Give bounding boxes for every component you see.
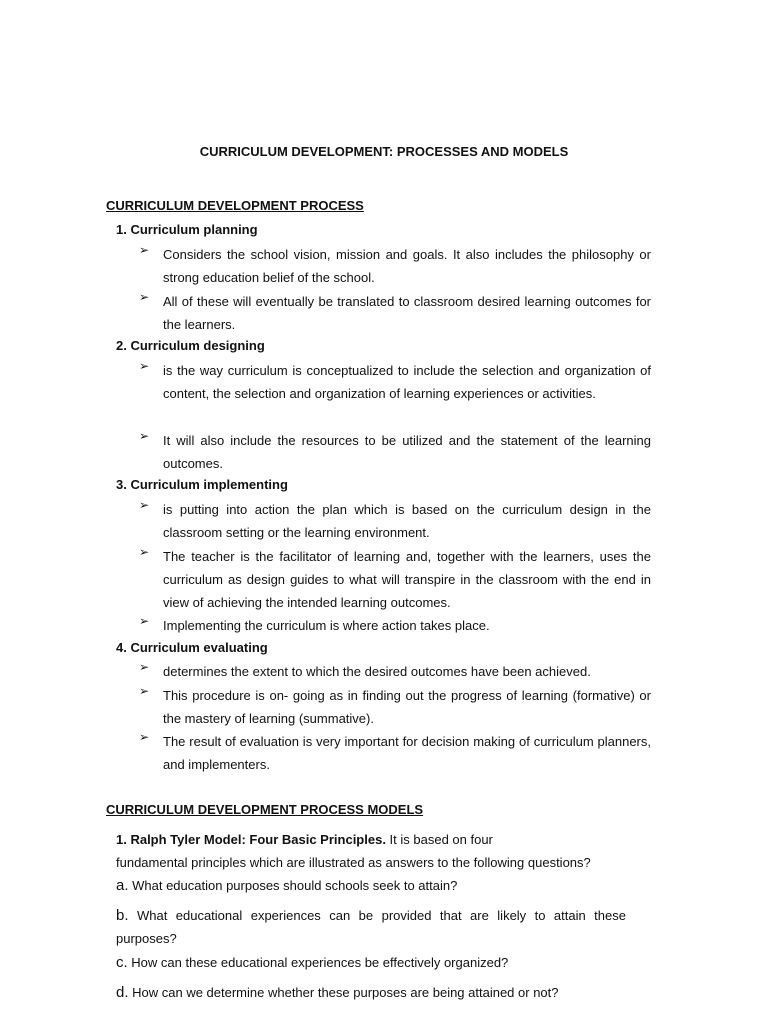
bullet-text: The result of evaluation is very important for decision making of curriculum planners, and implementers. bbox=[163, 734, 651, 772]
bullet-text: is putting into action the plan which is based on the curriculum design in the classroom setting or the learning environment. bbox=[163, 502, 651, 540]
step-curriculum-implementing: 3. Curriculum implementing bbox=[116, 477, 288, 492]
document-title: CURRICULUM DEVELOPMENT: PROCESSES AND MODELS bbox=[199, 144, 569, 159]
arrowhead-bullet-icon: ➢ bbox=[139, 684, 150, 698]
list-item bbox=[139, 684, 651, 730]
model-title: 1. Ralph Tyler Model: Four Basic Principles. bbox=[116, 832, 386, 847]
bullet-text: This procedure is on- going as in finding out the progress of learning (formative) or the mastery of learning (summative). bbox=[163, 688, 651, 726]
model-intro-line2: fundamental principles which are illustrated as answers to the following questions? bbox=[116, 855, 591, 870]
model-intro-text: It is based on four bbox=[385, 832, 493, 847]
arrowhead-bullet-icon: ➢ bbox=[139, 545, 150, 559]
section-heading-process: CURRICULUM DEVELOPMENT PROCESS bbox=[106, 198, 364, 213]
list-item bbox=[139, 290, 651, 336]
question-text: What educational experiences can be provided that are likely to attain these purposes? bbox=[116, 908, 626, 946]
list-item bbox=[139, 429, 651, 475]
question-letter: a. bbox=[116, 877, 129, 894]
list-item bbox=[139, 498, 651, 544]
model-intro bbox=[116, 828, 586, 851]
bullet-text: It will also include the resources to be utilized and the statement of the learning outcomes. bbox=[163, 433, 651, 471]
step-curriculum-designing: 2. Curriculum designing bbox=[116, 338, 265, 353]
question-a bbox=[116, 874, 626, 897]
question-letter: c. bbox=[116, 954, 128, 971]
list-item bbox=[139, 243, 651, 289]
question-letter: d. bbox=[116, 984, 129, 1001]
question-text: How can we determine whether these purposes are being attained or not? bbox=[128, 985, 559, 1000]
bullet-text: is the way curriculum is conceptualized to include the selection and organization of content, the selection and organization of learning experiences or activities. bbox=[163, 363, 651, 401]
bullet-text: All of these will eventually be translated to classroom desired learning outcomes for the learners. bbox=[163, 294, 651, 332]
question-text: How can these educational experiences be effectively organized? bbox=[127, 955, 509, 970]
arrowhead-bullet-icon: ➢ bbox=[139, 660, 150, 674]
list-item bbox=[139, 614, 651, 637]
bullet-text: Considers the school vision, mission and goals. It also includes the philosophy or strong education belief of the school. bbox=[163, 247, 651, 285]
step-curriculum-planning: 1. Curriculum planning bbox=[116, 222, 258, 237]
question-text: What education purposes should schools seek to attain? bbox=[128, 878, 458, 893]
arrowhead-bullet-icon: ➢ bbox=[139, 498, 150, 512]
question-c bbox=[116, 951, 626, 974]
question-d bbox=[116, 981, 626, 1004]
arrowhead-bullet-icon: ➢ bbox=[139, 730, 150, 744]
question-letter: b. bbox=[116, 907, 129, 924]
bullet-text: determines the extent to which the desired outcomes have been achieved. bbox=[163, 664, 591, 679]
bullet-text: The teacher is the facilitator of learning and, together with the learners, uses the curriculum as design guides to what will transpire in the classroom with the end in view of achieving the intended learning outcomes. bbox=[163, 549, 651, 610]
list-item bbox=[139, 660, 651, 683]
question-b bbox=[116, 904, 626, 950]
list-item bbox=[139, 359, 651, 405]
arrowhead-bullet-icon: ➢ bbox=[139, 243, 150, 257]
list-item bbox=[139, 730, 651, 776]
arrowhead-bullet-icon: ➢ bbox=[139, 290, 150, 304]
step-curriculum-evaluating: 4. Curriculum evaluating bbox=[116, 640, 268, 655]
arrowhead-bullet-icon: ➢ bbox=[139, 359, 150, 373]
arrowhead-bullet-icon: ➢ bbox=[139, 614, 150, 628]
bullet-text: Implementing the curriculum is where action takes place. bbox=[163, 618, 490, 633]
section-heading-models: CURRICULUM DEVELOPMENT PROCESS MODELS bbox=[106, 802, 424, 817]
list-item bbox=[139, 545, 651, 614]
arrowhead-bullet-icon: ➢ bbox=[139, 429, 150, 443]
